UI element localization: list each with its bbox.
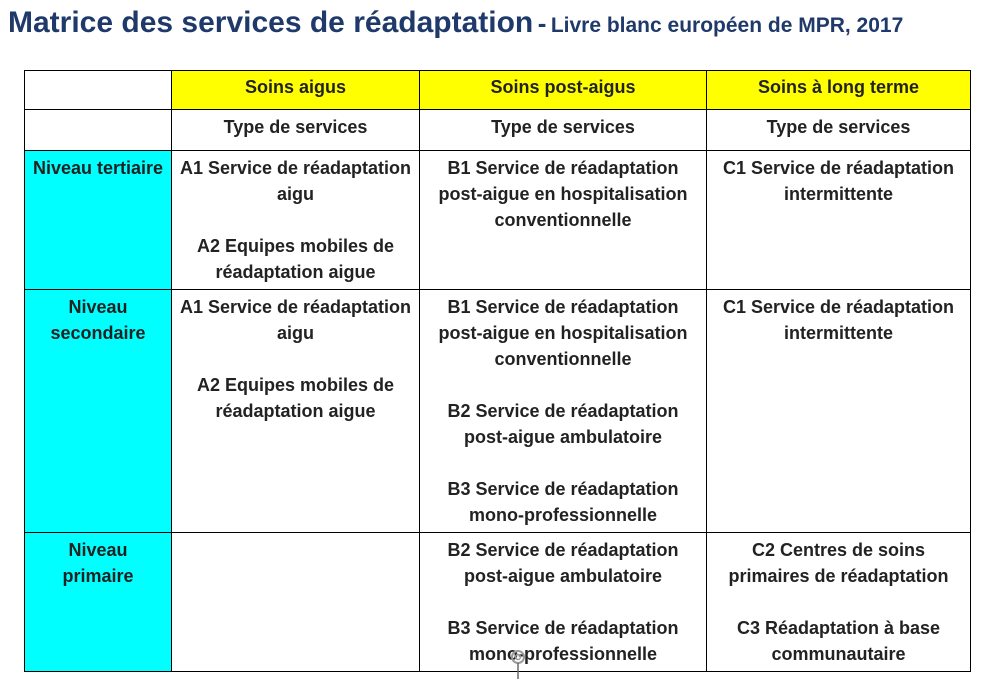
service-item: B1 Service de réadaptation post-aigue en hospitalisation conventionnelle <box>438 297 688 369</box>
level-label-primary: Niveau primaire <box>25 533 172 672</box>
cell-secondary-acute <box>172 290 420 533</box>
type-label-long-term: Type de services <box>707 110 971 151</box>
title-main: Matrice des services de réadaptation <box>8 6 534 39</box>
service-item: A2 Equipes mobiles de réadaptation aigue <box>196 236 395 282</box>
column-header-long-term: Soins à long terme <box>707 71 971 110</box>
column-header-acute: Soins aigus <box>172 71 420 110</box>
level-row-secondary <box>25 290 971 533</box>
cell-tertiary-acute <box>172 151 420 290</box>
title-separator: - <box>537 8 547 38</box>
type-label-post-acute: Type de services <box>420 110 707 151</box>
cell-primary-acute-empty <box>172 533 420 672</box>
service-item: B3 Service de réadaptation mono-professionnelle <box>447 479 679 525</box>
cell-tertiary-post-acute <box>420 151 707 290</box>
level-row-primary <box>25 533 971 672</box>
column-header-post-acute: Soins post-aigus <box>420 71 707 110</box>
service-item: C1 Service de réadaptation intermittente <box>722 158 955 204</box>
level-label-secondary: Niveau secondaire <box>25 290 172 533</box>
service-item: C2 Centres de soins primaires de réadaptation <box>728 540 949 586</box>
level-row-tertiary <box>25 151 971 290</box>
type-label-acute: Type de services <box>172 110 420 151</box>
page-title <box>8 4 903 47</box>
cell-primary-long-term <box>707 533 971 672</box>
cell-primary-post-acute <box>420 533 707 672</box>
cell-secondary-post-acute <box>420 290 707 533</box>
header-row <box>25 71 971 110</box>
corner-cell <box>25 71 172 110</box>
service-item: B3 Service de réadaptation mono-professionnelle <box>447 618 679 664</box>
busy-cursor-icon <box>508 649 528 680</box>
service-item: A1 Service de réadaptation aigu <box>179 297 412 343</box>
services-matrix-table <box>24 70 971 672</box>
type-row <box>25 110 971 151</box>
level-label-tertiary: Niveau tertiaire <box>25 151 172 290</box>
cell-secondary-long-term <box>707 290 971 533</box>
service-item: B2 Service de réadaptation post-aigue ambulatoire <box>447 401 679 447</box>
cell-tertiary-long-term <box>707 151 971 290</box>
service-item: A1 Service de réadaptation aigu <box>179 158 412 204</box>
service-item: B2 Service de réadaptation post-aigue ambulatoire <box>447 540 679 586</box>
service-item: A2 Equipes mobiles de réadaptation aigue <box>196 375 395 421</box>
service-item: C3 Réadaptation à base communautaire <box>736 618 941 664</box>
service-item: B1 Service de réadaptation post-aigue en hospitalisation conventionnelle <box>438 158 688 230</box>
type-corner-cell <box>25 110 172 151</box>
service-item: C1 Service de réadaptation intermittente <box>722 297 955 343</box>
title-subtitle: Livre blanc européen de MPR, 2017 <box>550 14 904 37</box>
